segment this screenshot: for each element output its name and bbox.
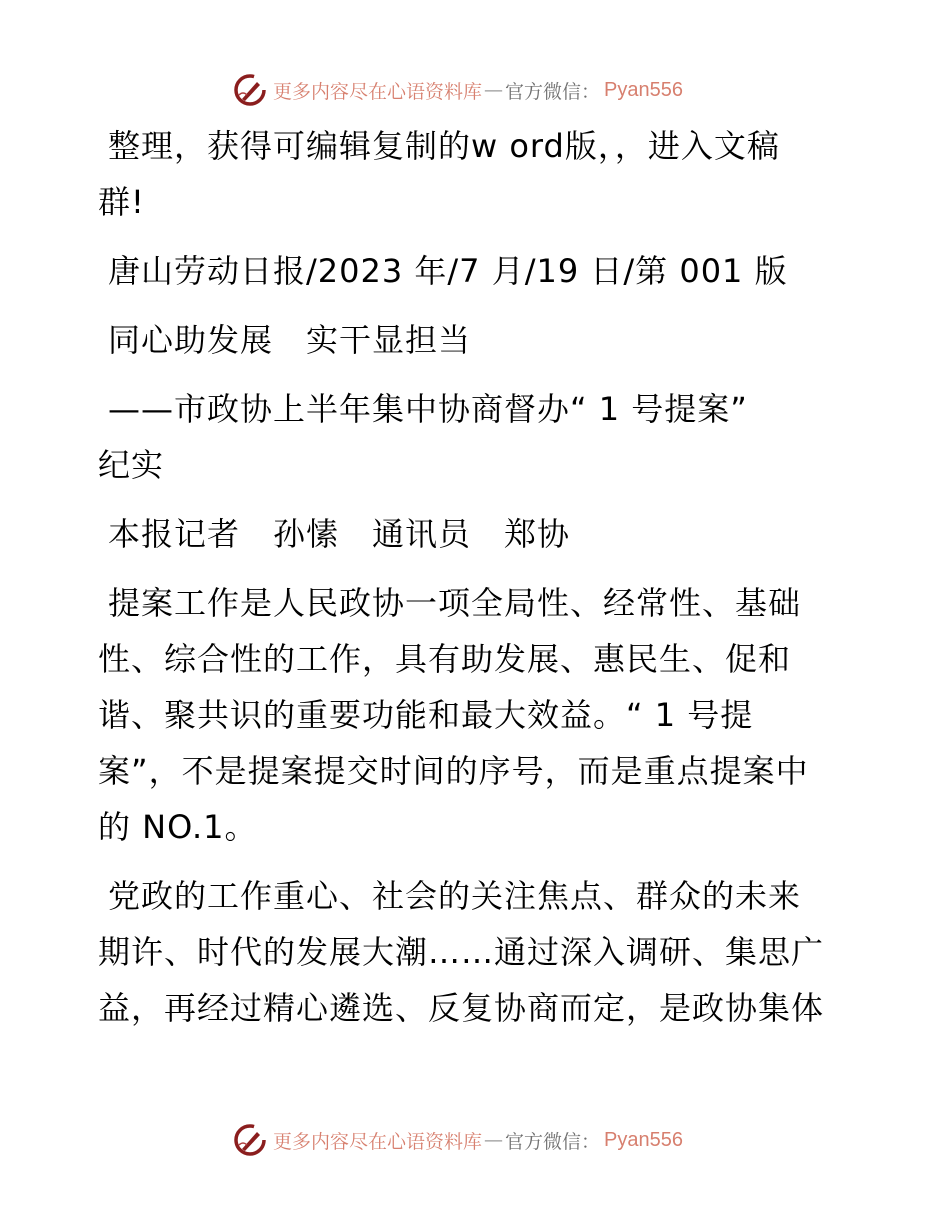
byline [98, 506, 858, 562]
wechat-label: 官方微信： [505, 80, 601, 103]
quill-pen-logo-icon [233, 1123, 267, 1157]
wechat-label: 官方微信： [505, 1130, 601, 1153]
article-subtitle [98, 381, 858, 493]
header-banner [233, 70, 713, 110]
text-line: ——市政协上半年集中协商督办“ 1 号提案” [108, 390, 748, 428]
separator: — [484, 79, 504, 101]
footer-banner [233, 1120, 713, 1160]
body-paragraph [98, 868, 858, 1036]
wechat-id: Pyan556 [604, 1128, 683, 1151]
article-title [98, 312, 858, 368]
text-line: 期许、时代的发展大潮……通过深入调研、集思广 [98, 933, 825, 971]
text-line: 谐、聚共识的重要功能和最大效益。“ 1 号提 [98, 696, 754, 734]
text-line: 群! [98, 183, 145, 221]
publication-info [98, 243, 858, 299]
document-body [98, 118, 858, 1049]
body-paragraph [98, 575, 858, 855]
intro-note [98, 118, 858, 230]
text-line: 纪实 [98, 446, 165, 484]
wechat-id: Pyan556 [604, 78, 683, 101]
brand-text: 更多内容尽在心语资料库 [273, 80, 483, 103]
text-line: 本报记者 孙愫 通讯员 郑协 [108, 515, 571, 553]
brand-text: 更多内容尽在心语资料库 [273, 1130, 483, 1153]
separator: — [484, 1129, 504, 1151]
text-line: 益，再经过精心遴选、反复协商而定，是政协集体 [98, 989, 825, 1027]
text-line: 整理，获得可编辑复制的w ord版，，进入文稿 [108, 127, 780, 165]
text-line: 唐山劳动日报/2023 年/7 月/19 日/第 001 版 [108, 252, 788, 290]
text-line: 性、综合性的工作，具有助发展、惠民生、促和 [98, 640, 792, 678]
text-line: 党政的工作重心、社会的关注焦点、群众的未来 [108, 877, 802, 915]
text-line: 案”，不是提案提交时间的序号，而是重点提案中 [98, 752, 809, 790]
text-line: 提案工作是人民政协一项全局性、经常性、基础 [108, 584, 802, 622]
quill-pen-logo-icon [233, 73, 267, 107]
text-line: 同心助发展 实干显担当 [108, 321, 472, 359]
text-line: 的 NO.1。 [98, 808, 258, 846]
